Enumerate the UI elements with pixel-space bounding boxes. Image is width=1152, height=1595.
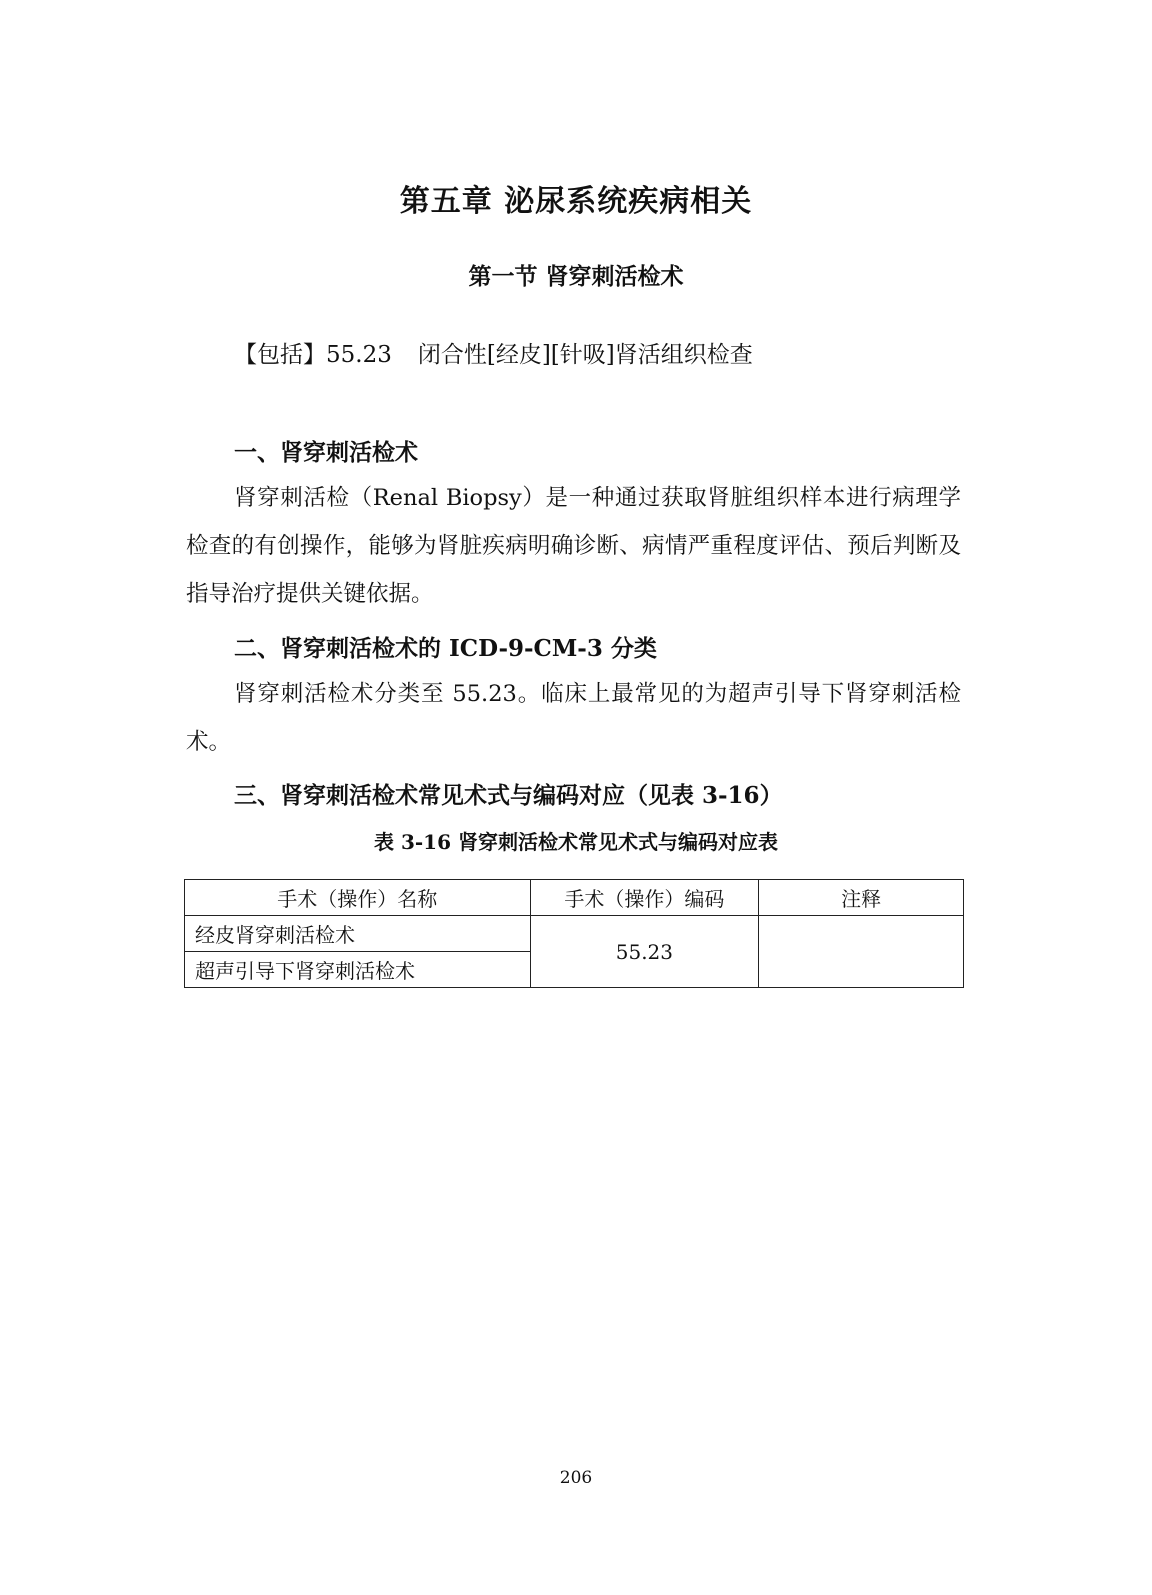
- table-caption: 表 3-16 肾穿刺活检术常见术式与编码对应表: [374, 830, 778, 854]
- procedure-code-cell: 55.23: [530, 916, 759, 988]
- procedure-name-cell: 超声引导下肾穿刺活检术: [185, 952, 531, 988]
- section-title: 第一节 肾穿刺活检术: [468, 263, 684, 290]
- heading-2: 二、肾穿刺活检术的 ICD-9-CM-3 分类: [234, 635, 657, 662]
- chapter-title: 第五章 泌尿系统疾病相关: [399, 184, 753, 219]
- include-line: [234, 336, 753, 369]
- heading-3: 三、肾穿刺活检术常见术式与编码对应（见表 3-16）: [234, 782, 783, 809]
- header-procedure-name: 手术（操作）名称: [185, 880, 531, 916]
- heading-1: 一、肾穿刺活检术: [234, 439, 418, 466]
- paragraph-2: 肾穿刺活检术分类至 55.23。临床上最常见的为超声引导下肾穿刺活检术。: [186, 681, 961, 755]
- procedure-code-table: [184, 879, 964, 988]
- table-header-row: [185, 880, 964, 916]
- include-label: 【包括】: [234, 342, 326, 368]
- note-cell: [759, 916, 964, 988]
- include-code: 55.23: [326, 342, 392, 368]
- page-number: 206: [559, 1468, 593, 1488]
- procedure-name-cell: 经皮肾穿刺活检术: [185, 916, 531, 952]
- paragraph-1: 肾穿刺活检（Renal Biopsy）是一种通过获取肾脏组织样本进行病理学检查的有创操作，能够为肾脏疾病明确诊断、病情严重程度评估、预后判断及指导治疗提供关键依据。: [186, 485, 961, 607]
- header-procedure-code: 手术（操作）编码: [530, 880, 759, 916]
- table-row: [185, 916, 964, 952]
- include-text: 闭合性[经皮][针吸]肾活组织检查: [417, 342, 753, 368]
- header-note: 注释: [759, 880, 964, 916]
